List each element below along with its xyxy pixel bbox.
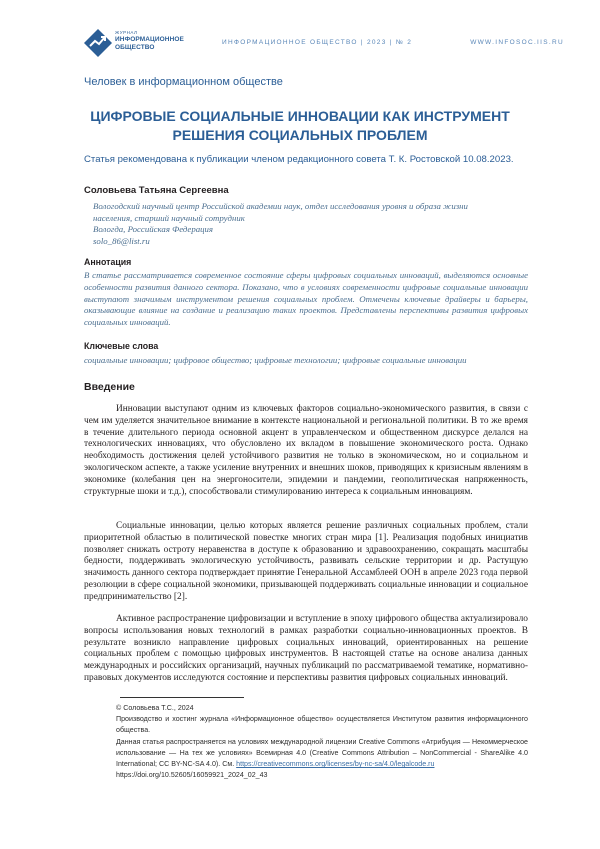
author-name: Соловьева Татьяна Сергеевна	[84, 185, 229, 196]
author-affiliation	[93, 201, 533, 247]
recommendation-note: Статья рекомендована к публикации членом редакционного совета Т. К. Ростовской 10.08.2023.	[84, 154, 514, 165]
logo-title-line1: ИНФОРМАЦИОННОЕ	[115, 36, 184, 43]
article-title-line2: РЕШЕНИЯ СОЦИАЛЬНЫХ ПРОБЛЕМ	[172, 127, 428, 143]
logo-title-line2: ОБЩЕСТВО	[115, 43, 155, 51]
issue-info: ИНФОРМАЦИОННОЕ ОБЩЕСТВО | 2023 | № 2	[222, 39, 413, 46]
license-note	[116, 737, 528, 771]
affiliation-line1: Вологодский научный центр Российской академии наук, отдел исследования уровня и образа жизни	[93, 201, 468, 211]
production-note: Производство и хостинг журнала «Информационное общество» осуществляется Институтом развития информационного общества.	[116, 715, 528, 735]
logo-diamond-icon	[84, 29, 112, 57]
keywords-text: социальные инновации; цифровое общество; цифровые технологии; цифровые социальные инновации	[84, 355, 467, 365]
footnote-divider	[120, 697, 244, 698]
intro-paragraph-3: Активное распространение цифровизации и вступление в эпоху цифрового общества актуализировало вопросы использования новых технологий в рамках разработки социально-инновационных проектов. В результате возникло направление цифровых социальных инноваций, ориентированных на решение социальных проблем с помощью цифровых инструментов. В настоящей статье на основе анализа данных международных и российских организаций, научных публикаций по рассматриваемой тематике, нормативно-правовых документов исследуются состояние и перспективы развития цифровых социальных инноваций.	[84, 614, 528, 683]
intro-paragraph-2: Социальные инновации, целью которых является решение различных социальных проблем, стали приоритетной областью в политической повестке многих стран мира [1]. Реализация подобных инициатив позволяет снижать остроту неравенства в доступе к образованию и здравоохранению, сокращать масштабы бедности, поддерживать экологическую устойчивость, развивать сельские территории и др. Растущую значимость данного сектора подтверждает принятие Генеральной Ассамблеей ООН в апреле 2023 года первой резолюции в сфере социальной экономики, призывающей поддерживать социальные инновации и социальное предпринимательство [2].	[84, 521, 528, 602]
article-title-line1: ЦИФРОВЫЕ СОЦИАЛЬНЫЕ ИННОВАЦИИ КАК ИНСТРУМЕНТ	[90, 108, 510, 124]
author-location: Вологда, Российская Федерация	[93, 224, 214, 234]
keywords-heading: Ключевые слова	[84, 341, 159, 351]
doi-link[interactable]: https://doi.org/10.52605/16059921_2024_02_43	[116, 771, 268, 780]
copyright-note: © Соловьева Т.С., 2024	[116, 704, 194, 712]
journal-header	[84, 28, 564, 60]
affiliation-line2: населения, старший научный сотрудник	[93, 212, 245, 223]
section-name: Человек в информационном обществе	[84, 76, 283, 88]
author-email[interactable]: solo_86@list.ru	[93, 235, 150, 246]
intro-paragraph-1: Инновации выступают одним из ключевых факторов социально-экономического развития, в связи с чем им уделяется значительное внимание в контексте национальной и региональной политики. В то же время в течение длительного периода основной акцент в управленческом и общественном дискурсе делался на технологических инновациях, что обусловлено их вкладом в повышение экономического роста. Однако необходимость достижения целей устойчивого развития не только в экономическом, но и социальном и экологическом аспекте, а также усиление внутренних и внешних шоков, приводящих к кризисным явлениям в экономике (колебания цен на энергоносители, эпидемии и пандемии, геополитическая напряженность, структурные шоки и т.д.), способствовали стимулированию интереса к социальным инновациям.	[84, 404, 528, 497]
license-text: Данная статья распространяется на условиях международной лицензии Creative Commons «Атрибуция — Некоммерческое использование — На тех же условиях» Всемирная 4.0 (Creative Commons Attribution – NonCommercial - ShareAlike 4.0 International; CC BY-NC-SA 4.0). См.	[116, 737, 528, 769]
logo-small-text: ЖУРНАЛ	[115, 30, 138, 35]
journal-logo[interactable]	[84, 28, 194, 60]
footnotes	[116, 703, 528, 781]
abstract-text: В статье рассматривается современное состояние сферы цифровых социальных инноваций, выделяются основные особенности развития данного сектора. Показано, что в условиях современности цифровые социальные инновации выступают значимым инструментом решения социальных проблем. Отмечены ключевые драйверы и барьеры, оказывающие влияние на создание и реализацию таких проектов. Представлены перспективы развития цифровых социальных инноваций.	[84, 270, 528, 328]
license-link[interactable]: https://creativecommons.org/licenses/by-nc-sa/4.0/legalcode.ru	[236, 760, 435, 769]
journal-website-link[interactable]: WWW.INFOSOC.IIS.RU	[470, 39, 564, 46]
article-title	[84, 107, 516, 145]
abstract-heading: Аннотация	[84, 257, 132, 267]
introduction-heading: Введение	[84, 381, 135, 393]
